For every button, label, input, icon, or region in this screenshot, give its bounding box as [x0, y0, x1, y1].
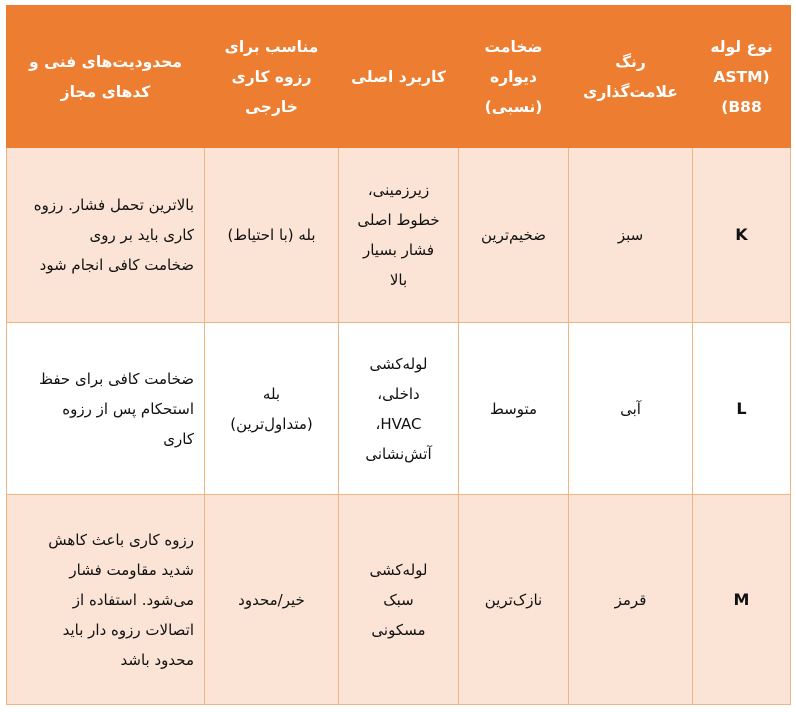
cell-color: قرمز — [569, 495, 693, 705]
cell-notes: رزوه کاری باعث کاهش شدید مقاومت فشار می‌شود. استفاده از اتصالات رزوه دار باید محدود باشد — [7, 495, 205, 705]
cell-type: L — [693, 323, 791, 495]
header-threading: مناسب برای رزوه کاری خارجی — [205, 6, 339, 148]
cell-type: M — [693, 495, 791, 705]
table-row — [7, 495, 791, 705]
table-body — [7, 148, 791, 705]
cell-usage: لوله‌کشی داخلی، HVAC، آتش‌نشانی — [339, 323, 459, 495]
cell-notes: ضخامت کافی برای حفظ استحکام پس از رزوه کاری — [7, 323, 205, 495]
header-thickness: ضخامت دیواره (نسبی) — [459, 6, 569, 148]
cell-threading: بله (متداول‌ترین) — [205, 323, 339, 495]
header-row — [7, 6, 791, 148]
cell-thickness: ضخیم‌ترین — [459, 148, 569, 323]
table-row — [7, 148, 791, 323]
table-row — [7, 323, 791, 495]
cell-threading: خیر/محدود — [205, 495, 339, 705]
header-usage: کاربرد اصلی — [339, 6, 459, 148]
cell-thickness: متوسط — [459, 323, 569, 495]
pipe-type-table — [6, 5, 791, 705]
cell-threading: بله (با احتیاط) — [205, 148, 339, 323]
cell-type: K — [693, 148, 791, 323]
cell-color: آبی — [569, 323, 693, 495]
header-notes: محدودیت‌های فنی و کدهای مجاز — [7, 6, 205, 148]
header-type: نوع لوله (ASTM B88) — [693, 6, 791, 148]
header-color: رنگ علامت‌گذاری — [569, 6, 693, 148]
cell-usage: زیرزمینی، خطوط اصلی فشار بسیار بالا — [339, 148, 459, 323]
table-header — [7, 6, 791, 148]
cell-color: سبز — [569, 148, 693, 323]
cell-usage: لوله‌کشی سبک مسکونی — [339, 495, 459, 705]
cell-thickness: نازک‌ترین — [459, 495, 569, 705]
cell-notes: بالاترین تحمل فشار. رزوه کاری باید بر روی ضخامت کافی انجام شود — [7, 148, 205, 323]
